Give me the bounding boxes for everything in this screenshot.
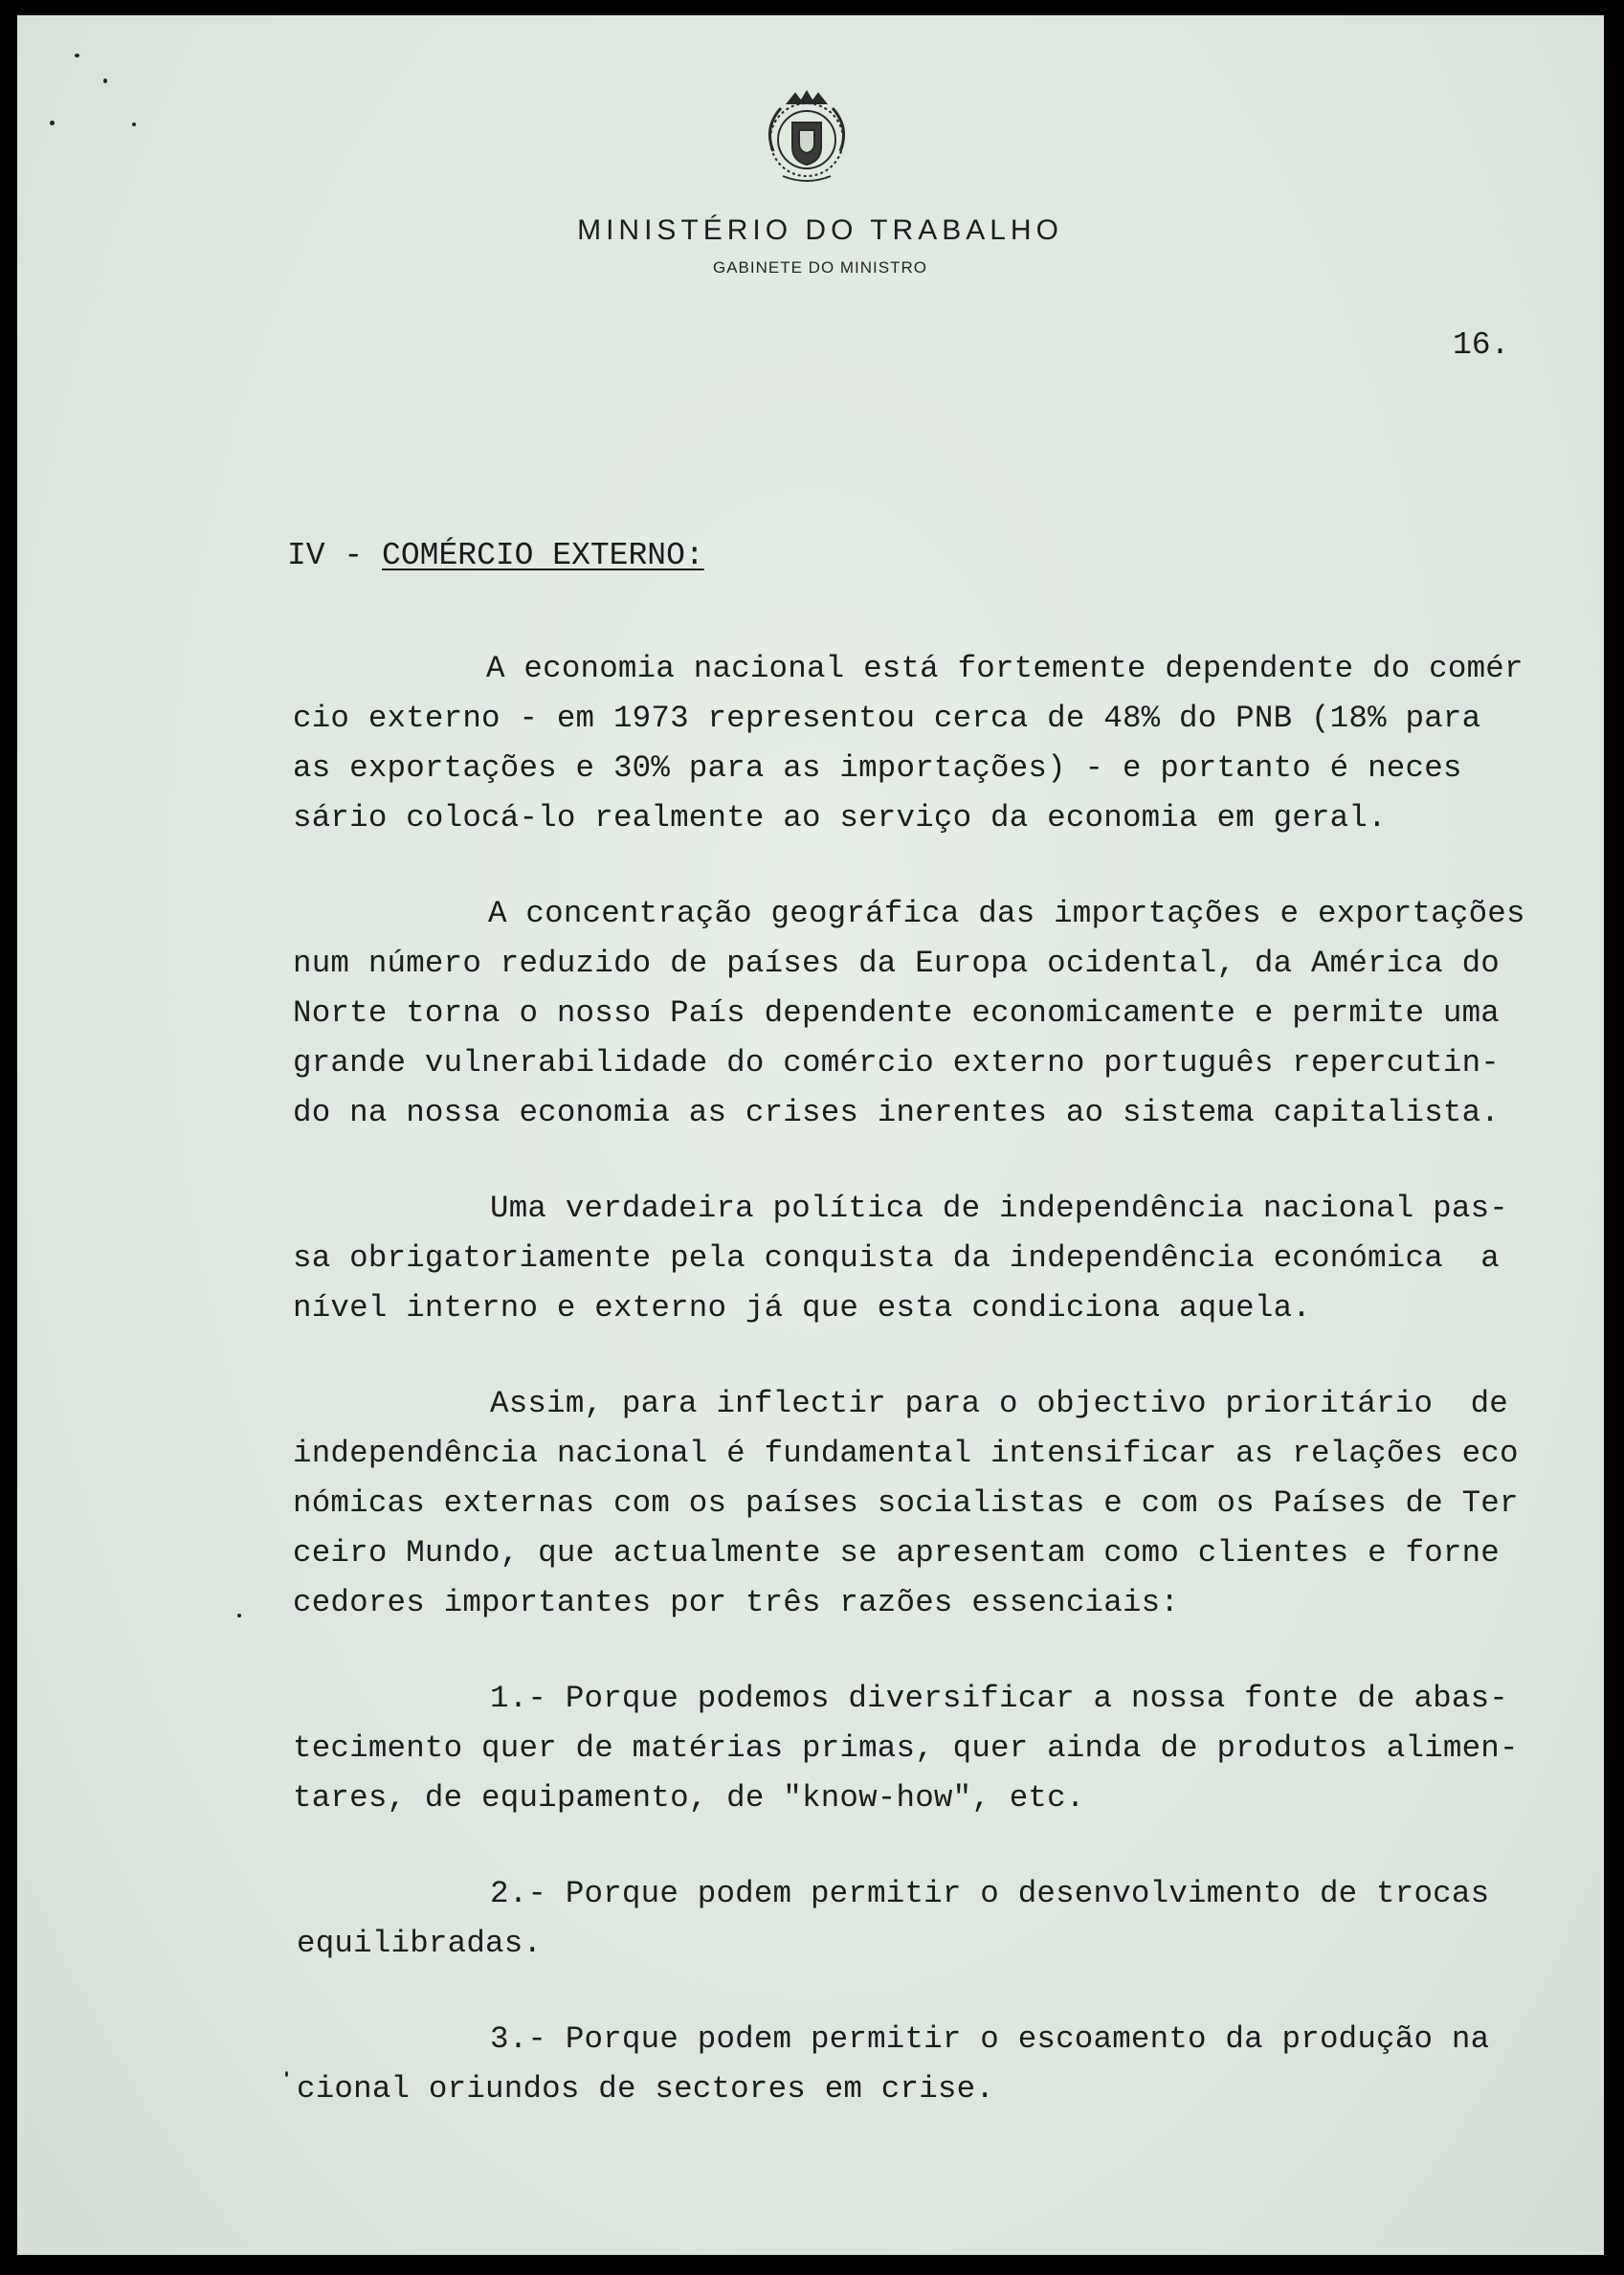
body-line: A concentração geográfica das importações e exportações <box>488 896 1525 931</box>
body-line: Uma verdadeira política de independência nacional pas- <box>490 1191 1508 1226</box>
document-page <box>17 15 1604 2255</box>
body-line: tares, de equipamento, de "know-how", etc. <box>293 1780 1085 1816</box>
list-item-1: 1.- Porque podemos diversificar a nossa fonte de abas- <box>490 1681 1508 1716</box>
section-number: IV <box>287 538 325 573</box>
body-line: do na nossa economia as crises inerentes ao sistema capitalista. <box>293 1095 1501 1130</box>
body-line: A economia nacional está fortemente dependente do comér <box>486 651 1524 686</box>
paper-speck <box>285 2071 288 2077</box>
body-line: independência nacional é fundamental intensificar as relações eco <box>293 1436 1519 1471</box>
body-line: Assim, para inflectir para o objectivo prioritário de <box>490 1386 1508 1421</box>
page-number: 16. <box>1453 327 1510 363</box>
paper-speck <box>75 54 79 57</box>
paper-speck <box>103 78 107 83</box>
list-item-3: 3.- Porque podem permitir o escoamento da produção na <box>490 2021 1490 2057</box>
body-line: nómicas externas com os países socialistas e com os Países de Ter <box>293 1485 1519 1521</box>
paper-speck <box>132 123 136 126</box>
body-line: num número reduzido de países da Europa ocidental, da América do <box>293 946 1501 981</box>
paper-speck <box>50 121 55 125</box>
section-separator: - <box>344 538 364 573</box>
body-line: ceiro Mundo, que actualmente se apresentam como clientes e forne <box>293 1535 1501 1571</box>
body-line: as exportações e 30% para as importações) - e portanto é neces <box>293 750 1462 786</box>
body-line: nível interno e externo já que esta condiciona aquela. <box>293 1290 1311 1326</box>
body-line: grande vulnerabilidade do comércio externo português repercutin- <box>293 1045 1501 1081</box>
paper-speck <box>237 1614 241 1617</box>
coat-of-arms-icon <box>754 84 859 190</box>
body-line: sário colocá-lo realmente ao serviço da economia em geral. <box>293 800 1387 836</box>
body-line: cio externo - em 1973 representou cerca de 48% do PNB (18% para <box>293 701 1481 736</box>
section-title: COMÉRCIO EXTERNO: <box>382 538 704 573</box>
body-line: cional oriundos de sectores em crise. <box>297 2071 995 2107</box>
body-line: sa obrigatoriamente pela conquista da independência económica a <box>293 1240 1501 1276</box>
body-line: tecimento quer de matérias primas, quer ainda de produtos alimen- <box>293 1730 1519 1766</box>
body-line: equilibradas. <box>297 1926 543 1961</box>
body-line: cedores importantes por três razões essenciais: <box>293 1585 1180 1620</box>
cabinet-name: GABINETE DO MINISTRO <box>712 258 928 277</box>
body-line: Norte torna o nosso País dependente economicamente e permite uma <box>293 995 1501 1031</box>
ministry-name: MINISTÉRIO DO TRABALHO <box>577 214 1063 246</box>
list-item-2: 2.- Porque podem permitir o desenvolvimento de trocas <box>490 1876 1490 1911</box>
section-heading <box>287 538 704 573</box>
